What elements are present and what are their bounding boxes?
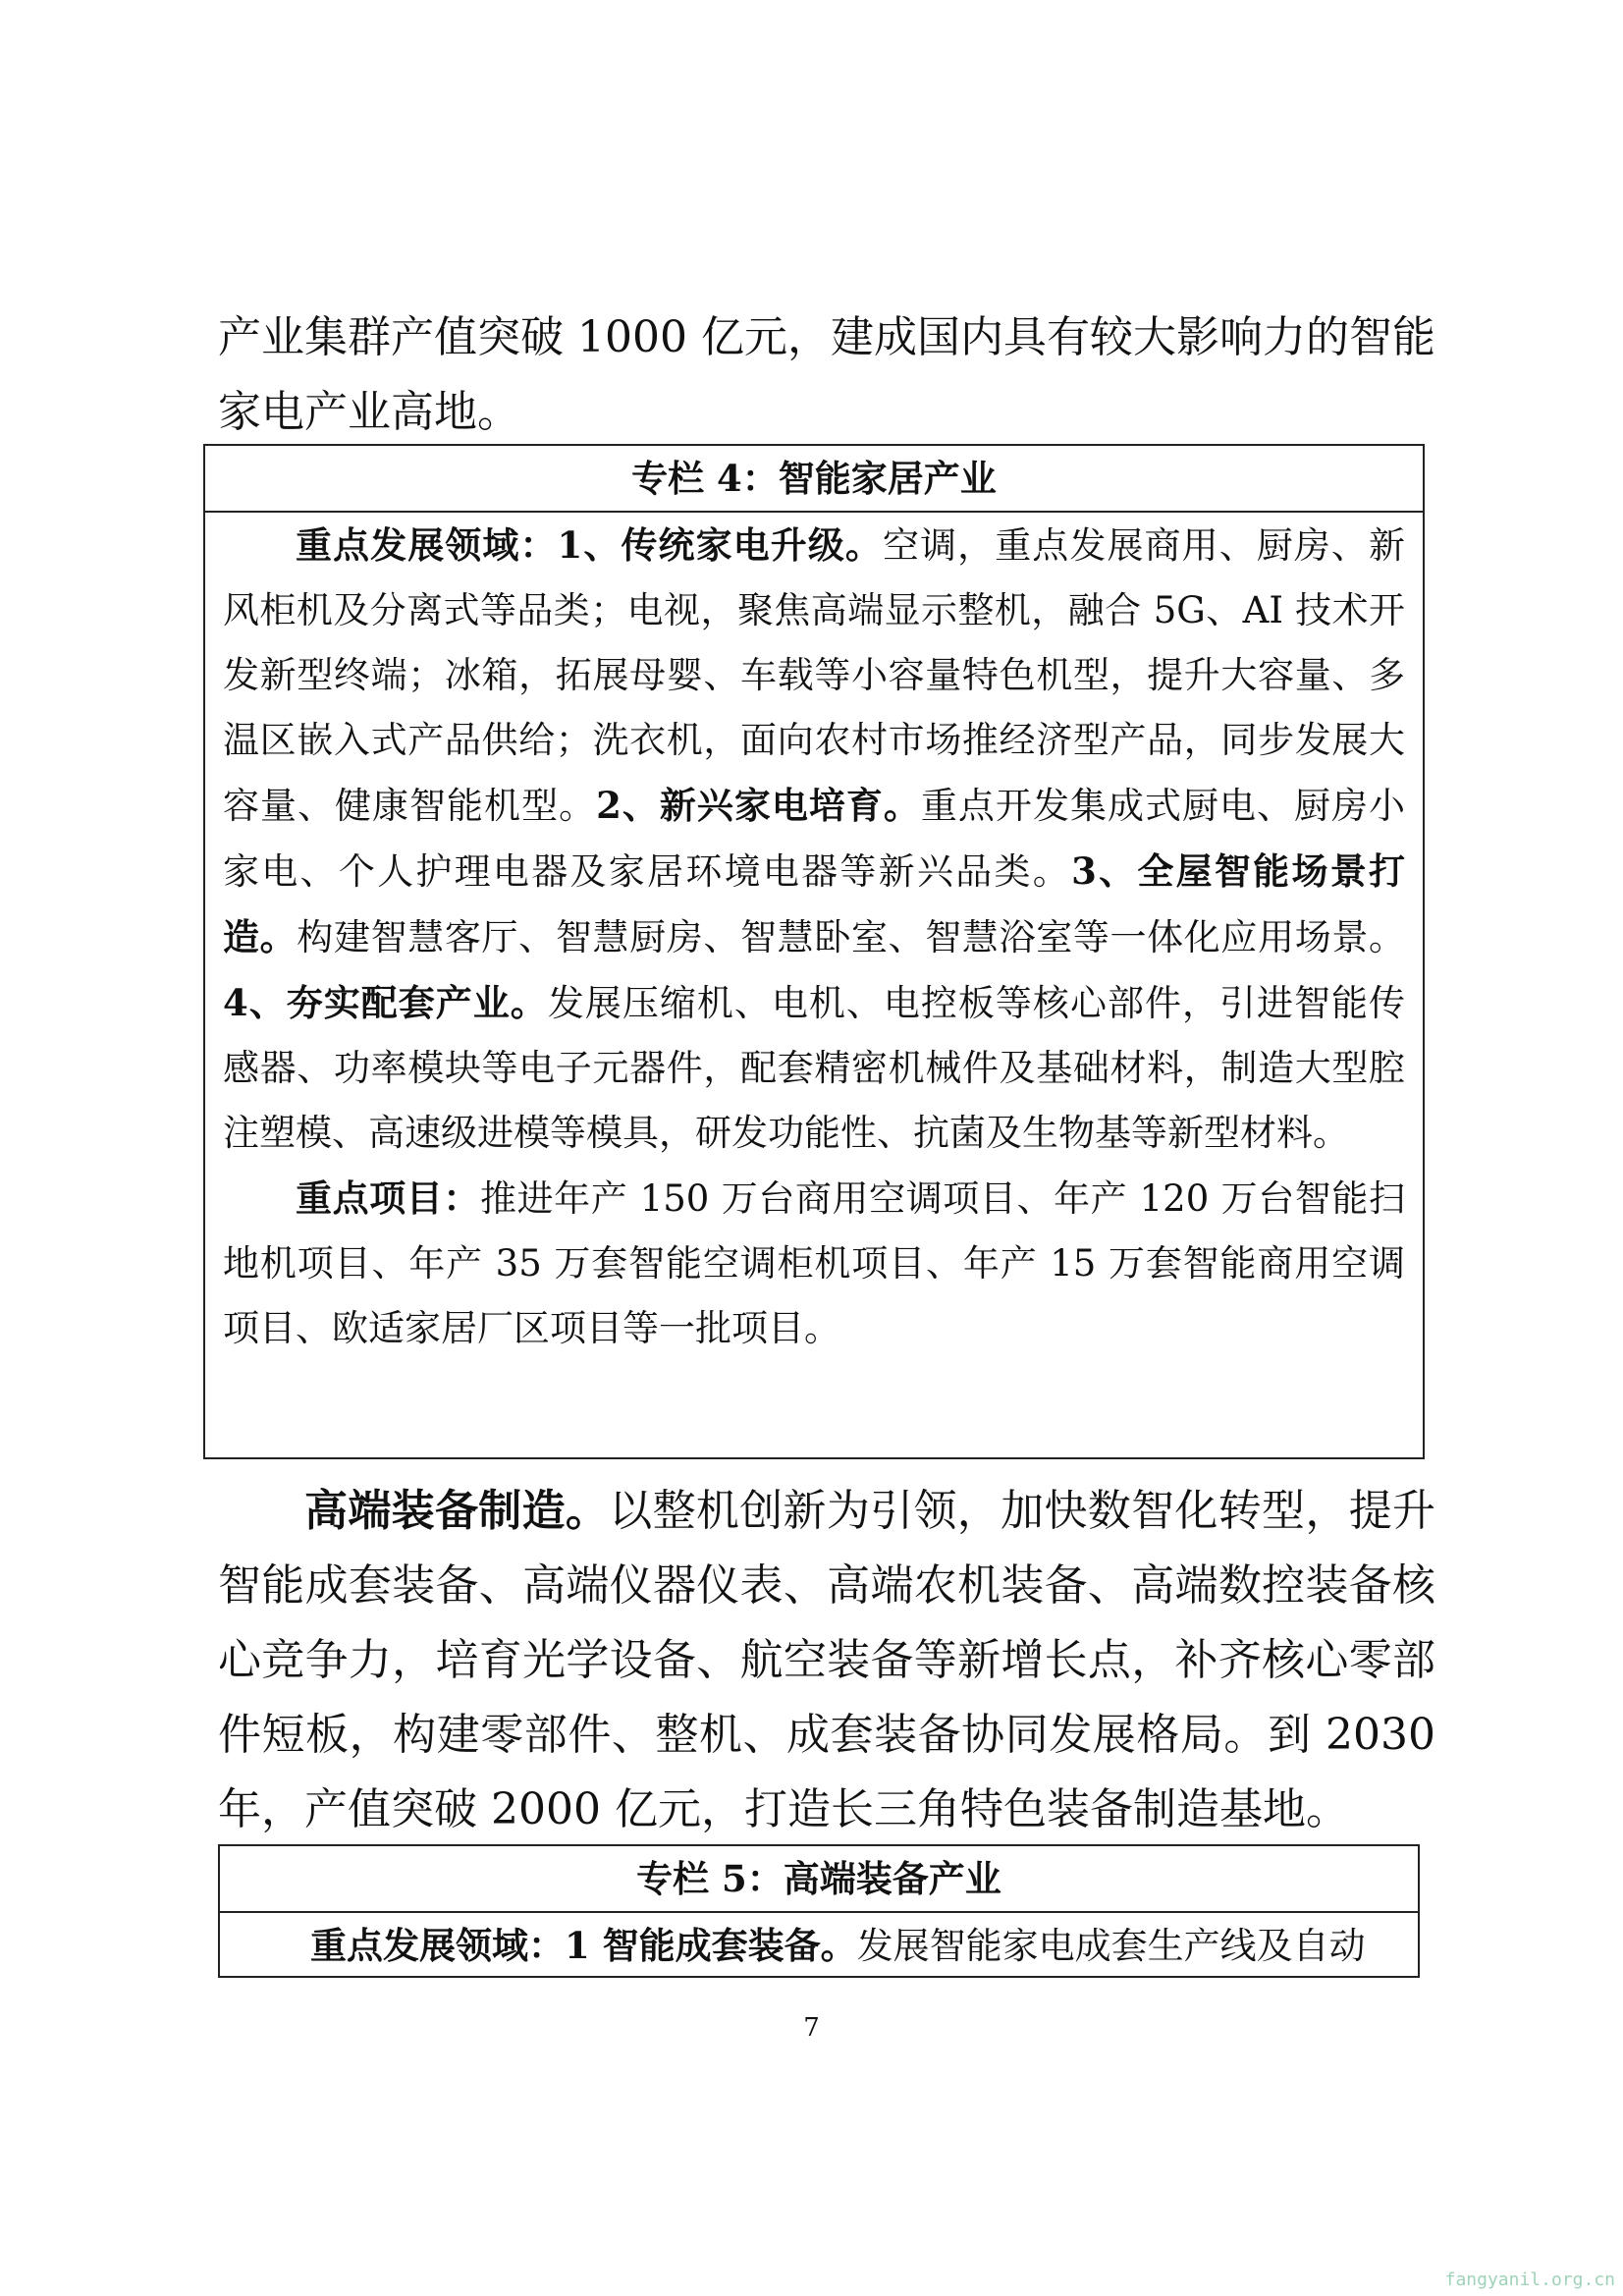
box-5 <box>218 1844 1420 1978</box>
box-4-title: 专栏 4：智能家居产业 <box>205 446 1423 513</box>
box-4-focus-areas <box>205 513 1423 1166</box>
box-5-focus-areas <box>220 1913 1418 1979</box>
bold-run-6: 4、夯实配套产业。 <box>223 981 548 1024</box>
equipment-lead: 高端装备制造。 <box>304 1486 610 1536</box>
text-run-3: 重点开发集成式厨电、厨房小家电、个人护理电器及家居环境电器等新兴品类。 <box>223 785 1406 893</box>
bold-run-2: 2、新兴家电培育。 <box>596 784 921 827</box>
text-run-7: 发展压缩机、电机、电控板等核心部件，引进智能传感器、功率模块等电子元器件，配套精密机械件及基础材料，制造大型腔注塑模、高速级进模等模具，研发功能性、抗菌及生物基等新型材料。 <box>223 982 1406 1154</box>
equipment-paragraph <box>218 1474 1435 1847</box>
box-4 <box>203 444 1425 1459</box>
watermark: fangyanil.org.cn <box>1444 2269 1615 2290</box>
box-4-key-projects <box>205 1166 1423 1361</box>
page-number: 7 <box>803 2013 820 2043</box>
intro-paragraph: 产业集群产值突破 1000 亿元，建成国内具有较大影响力的智能家电产业高地。 <box>218 312 1435 437</box>
equipment-text: 以整机创新为引领，加快数智化转型，提升智能成套装备、高端仪器仪表、高端农机装备、高端数控装备核心竞争力，培育光学设备、航空装备等新增长点，补齐核心零部件短板，构建零部件、整机、成套装备协同发展格局。到 2030 年，产值突破 2000 亿元，打造长三角特色装备制造基地。 <box>218 1486 1436 1834</box>
box-5-title: 专栏 5：高端装备产业 <box>220 1846 1418 1913</box>
text-run-1: 空调，重点发展商用、厨房、新风柜机及分离式等品类；电视，聚焦高端显示整机，融合 5G、AI 技术开发新型终端；冰箱，拓展母婴、车载等小容量特色机型，提升大容量、多温区嵌入式产品供给；洗衣机，面向农村市场推经济型产品，同步发展大容量、健康智能机型。 <box>223 524 1406 827</box>
text-run-1: 推进年产 150 万台商用空调项目、年产 120 万台智能扫地机项目、年产 35 万套智能空调柜机项目、年产 15 万套智能商用空调项目、欧适家居厂区项目等一批项目。 <box>223 1177 1405 1349</box>
bold-run-0: 重点项目： <box>296 1176 480 1220</box>
bold-run-0: 重点发展领域：1 智能成套装备。 <box>310 1924 857 1967</box>
bold-run-0: 重点发展领域：1、传统家电升级。 <box>296 523 883 567</box>
text-run-1: 发展智能家电成套生产线及自动 <box>856 1925 1366 1967</box>
bold-run-4: 3、全屋智能场景打造。 <box>223 849 1406 958</box>
text-run-5: 构建智慧客厅、智慧厨房、智慧卧室、智慧浴室等一体化应用场景。 <box>297 916 1406 958</box>
